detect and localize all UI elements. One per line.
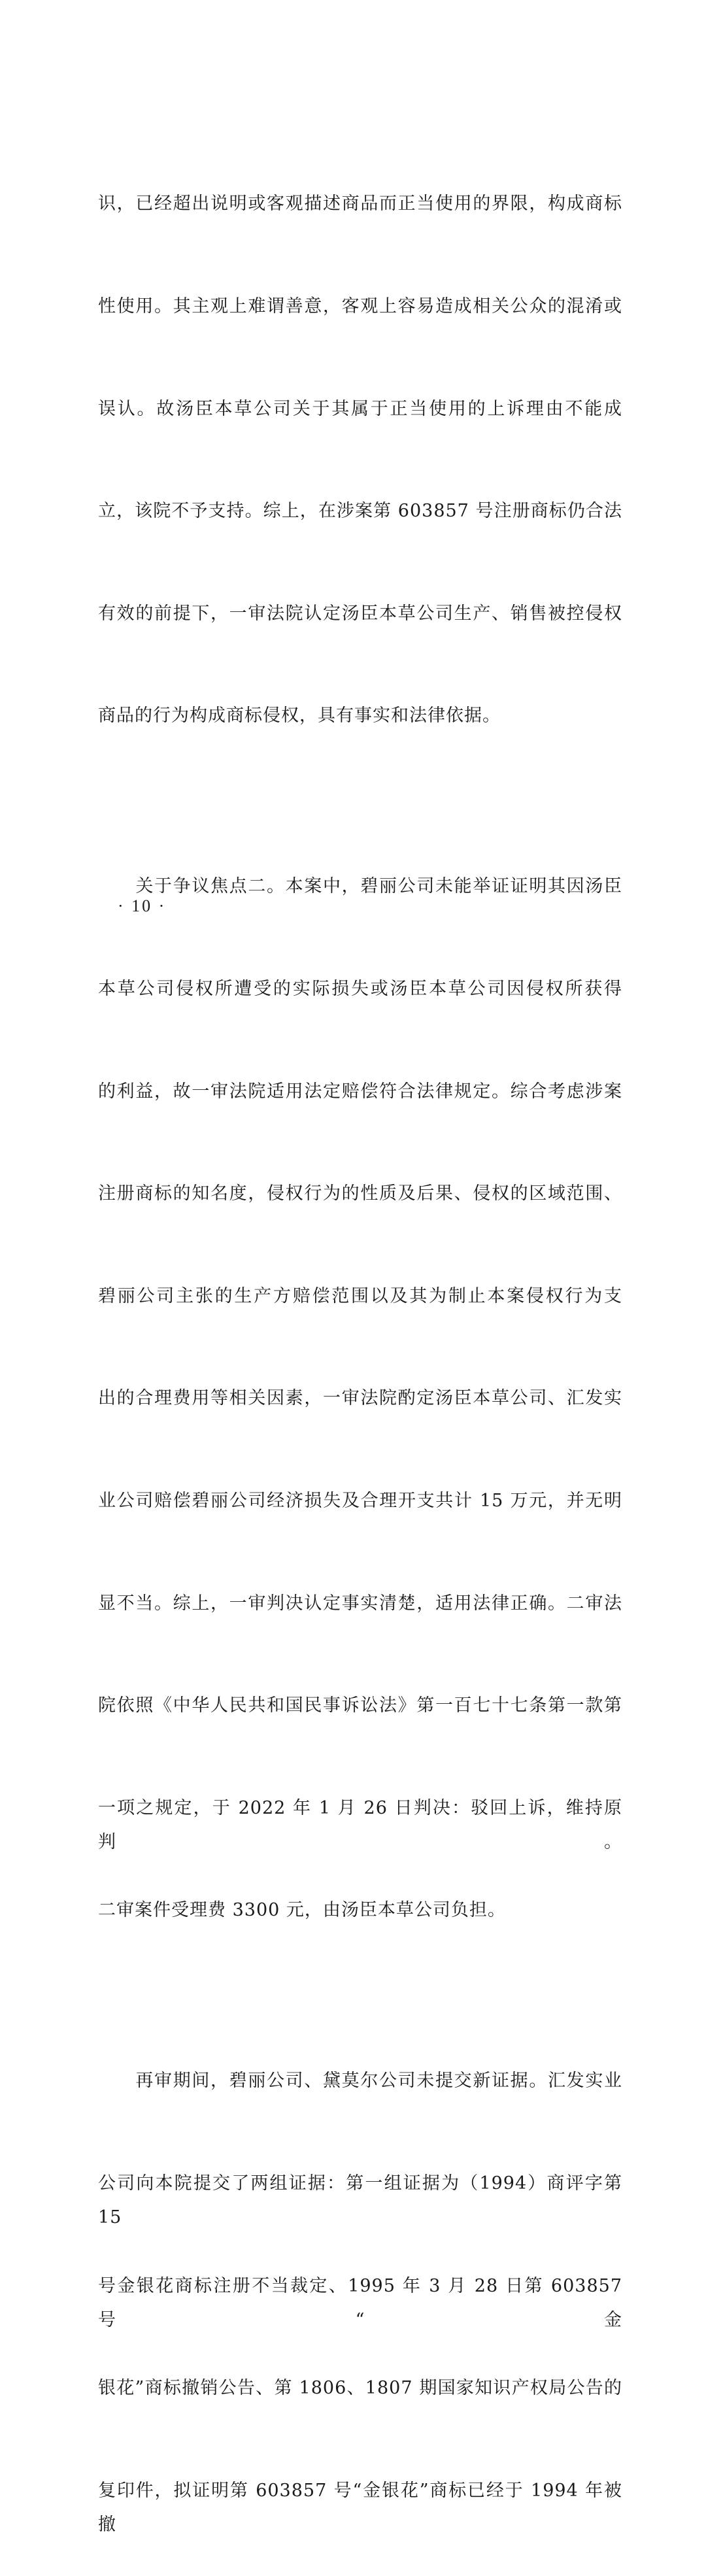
text-line: 碧丽公司主张的生产方赔偿范围以及其为制止本案侵权行为支	[98, 1285, 622, 1306]
text-line: 号金银花商标注册不当裁定、1995 年 3 月 28 日第 603857 号“金	[98, 2275, 629, 2330]
text-line: 银花”商标撤销公告、第 1806、1807 期国家知识产权局公告的	[98, 2378, 622, 2399]
text-line: 误认。故汤臣本草公司关于其属于正当使用的上诉理由不能成	[98, 398, 622, 419]
paragraph-1	[98, 119, 622, 802]
text-line: 关于争议焦点二。本案中，碧丽公司未能举证证明其因汤臣	[98, 876, 622, 897]
text-line: 院依照《中华人民共和国民事诉讼法》第一百七十七条第一款第	[98, 1695, 622, 1716]
paragraph-2	[98, 802, 622, 1996]
text-line: 再审期间，碧丽公司、黛莫尔公司未提交新证据。汇发实业	[98, 2071, 622, 2092]
text-line: 商品的行为构成商标侵权，具有事实和法律依据。	[98, 705, 501, 726]
paragraph-3	[98, 1996, 629, 2576]
text-line: 复印件，拟证明第 603857 号“金银花”商标已经于 1994 年被撤	[98, 2480, 622, 2535]
page-number: · 10 ·	[118, 896, 167, 915]
text-line: 性使用。其主观上难谓善意，客观上容易造成相关公众的混淆或	[98, 296, 622, 316]
text-line: 业公司赔偿碧丽公司经济损失及合理开支共计 15 万元，并无明	[98, 1490, 622, 1511]
text-line: 识，已经超出说明或客观描述商品而正当使用的界限，构成商标	[98, 194, 622, 214]
text-line: 公司向本院提交了两组证据：第一组证据为（1994）商评字第 15	[98, 2173, 629, 2228]
text-line: 显不当。综上，一审判决认定事实清楚，适用法律正确。二审法	[98, 1593, 622, 1614]
text-line: 出的合理费用等相关因素，一审法院酌定汤臣本草公司、汇发实	[98, 1388, 622, 1409]
text-line: 本草公司侵权所遭受的实际损失或汤臣本草公司因侵权所获得	[98, 978, 622, 999]
text-line: 注册商标的知名度，侵权行为的性质及后果、侵权的区域范围、	[98, 1183, 622, 1204]
document-body	[98, 119, 629, 2576]
text-line: 一项之规定，于 2022 年 1 月 26 日判决：驳回上诉，维持原判。	[98, 1797, 622, 1852]
text-line: 的利益，故一审法院适用法定赔偿符合法律规定。综合考虑涉案	[98, 1081, 622, 1102]
text-line: 有效的前提下，一审法院认定汤臣本草公司生产、销售被控侵权	[98, 603, 622, 624]
text-line: 二审案件受理费 3300 元，由汤臣本草公司负担。	[98, 1900, 506, 1921]
text-line: 立，该院不予支持。综上，在涉案第 603857 号注册商标仍合法	[98, 501, 622, 522]
